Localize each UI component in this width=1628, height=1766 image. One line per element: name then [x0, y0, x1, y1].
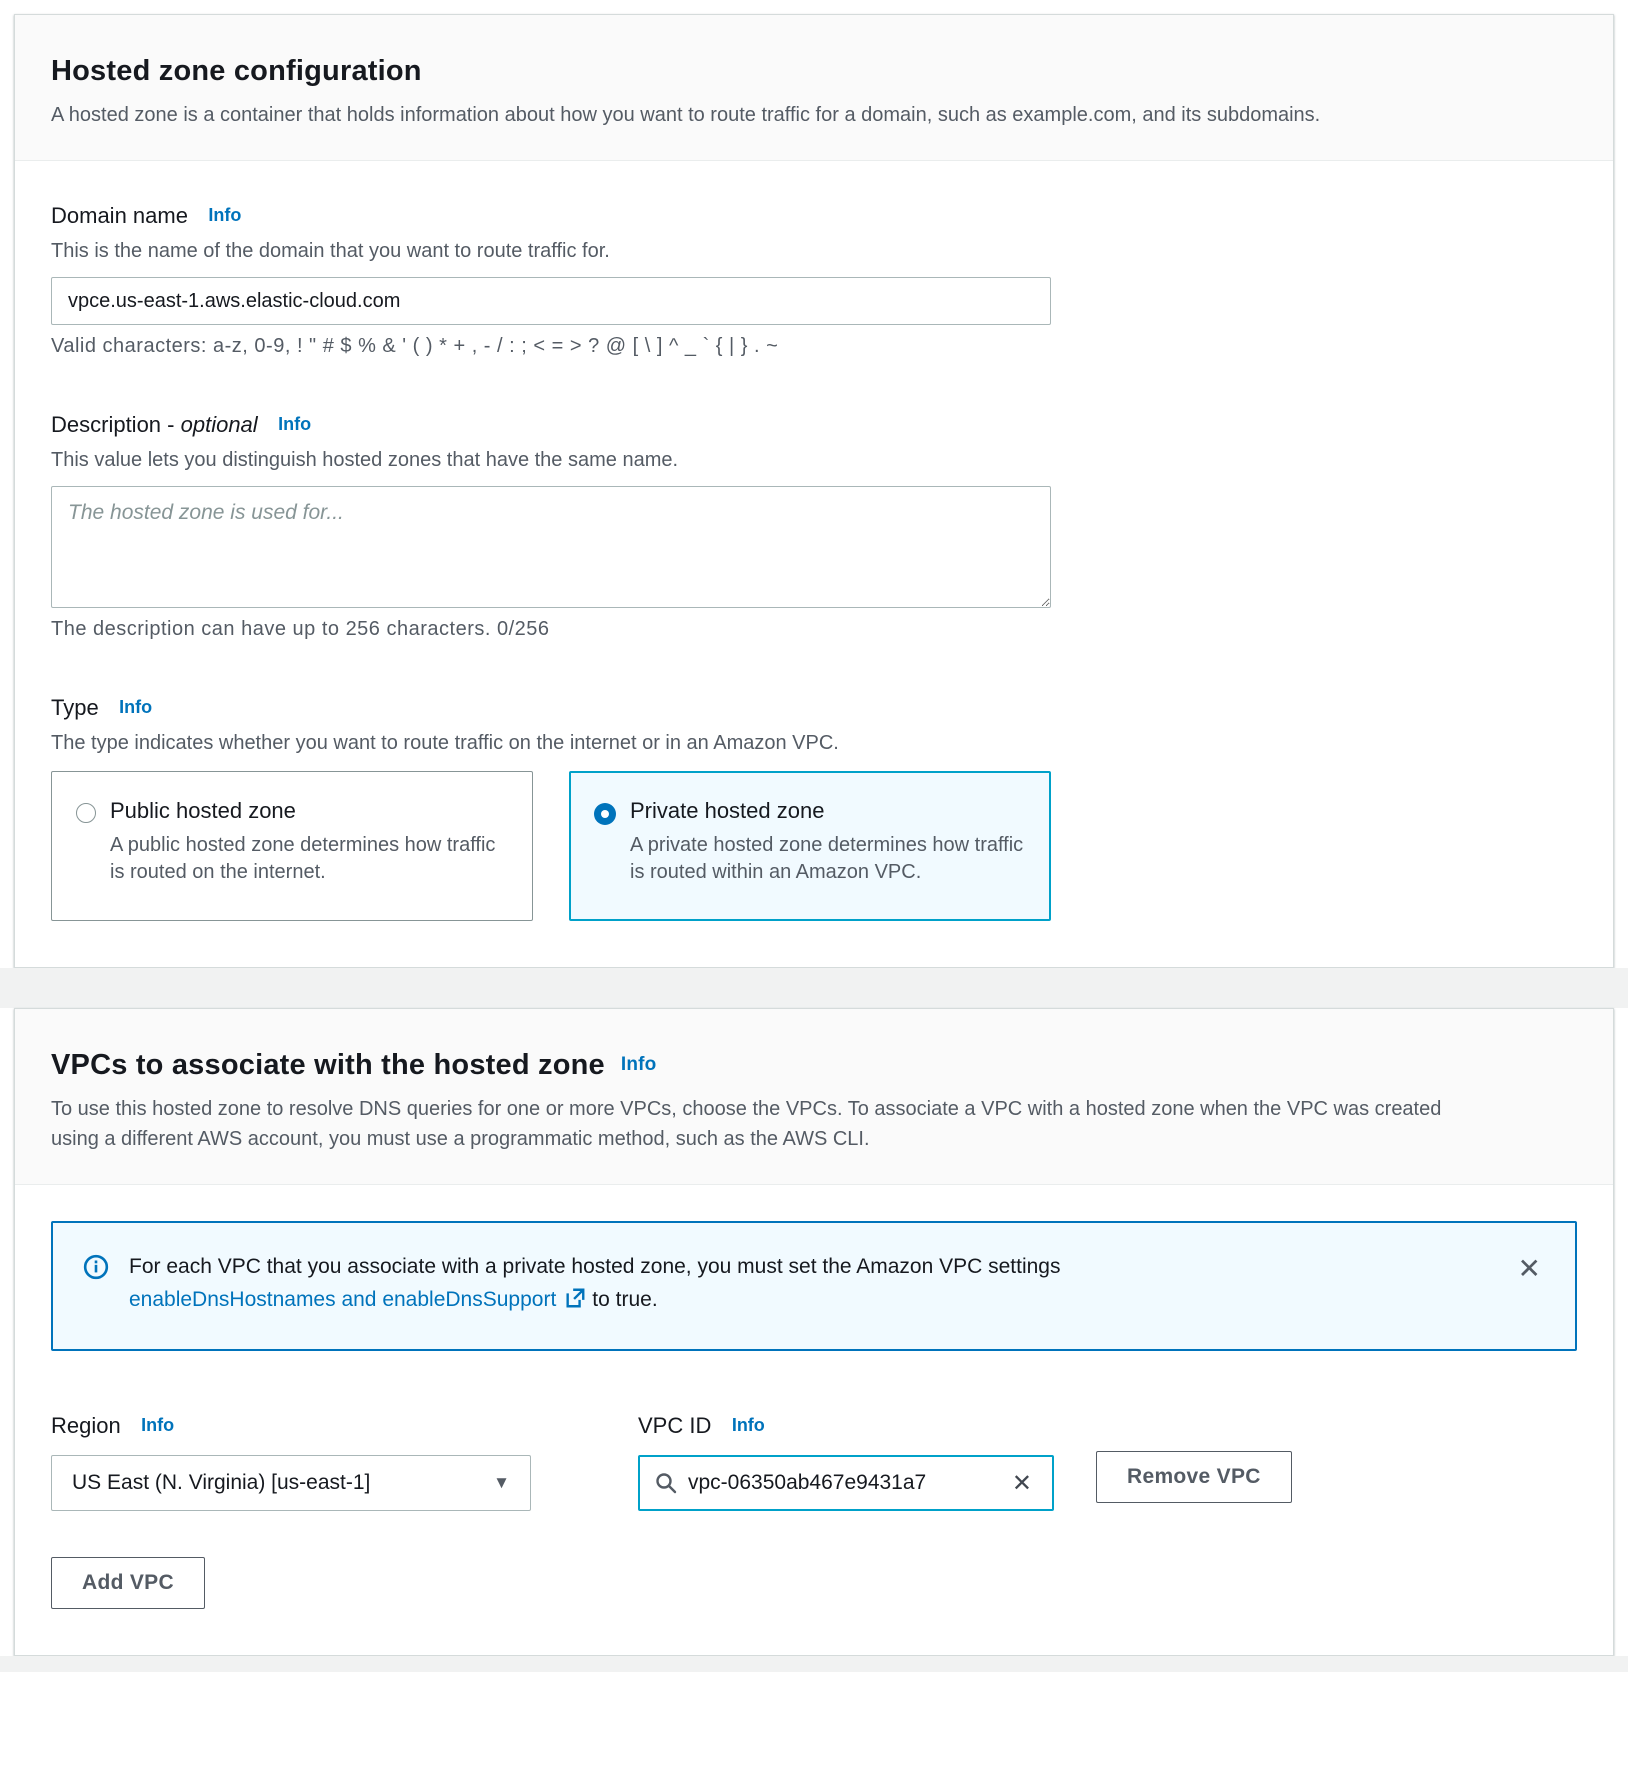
description-field: [51, 412, 1577, 641]
vpcs-body: [15, 1185, 1613, 1655]
section-title: VPCs to associate with the hosted zone Info: [51, 1049, 657, 1081]
radio-unchecked-icon[interactable]: [76, 803, 96, 823]
domain-name-description: This is the name of the domain that you want to route traffic for.: [51, 240, 610, 262]
description-info-link[interactable]: Info: [278, 414, 312, 434]
optional-label: optional: [180, 412, 258, 437]
remove-vpc-column: [1096, 1413, 1292, 1503]
vpc-id-column: [638, 1413, 1054, 1511]
vpc-id-search-box: [638, 1455, 1054, 1511]
type-options: [51, 771, 1577, 921]
type-label: Type: [51, 695, 99, 720]
remove-vpc-button[interactable]: Remove VPC: [1096, 1451, 1292, 1503]
clear-input-icon[interactable]: ✕: [1006, 1467, 1038, 1500]
enable-dns-link[interactable]: enableDnsHostnames and enableDnsSupport: [129, 1287, 557, 1311]
region-label: Region: [51, 1413, 121, 1439]
region-select[interactable]: [51, 1455, 531, 1511]
alert-line-1: For each VPC that you associate with a private hosted zone, you must set the Amazon VPC settings: [129, 1255, 1061, 1278]
close-icon[interactable]: ✕: [1510, 1251, 1549, 1287]
add-vpc-button[interactable]: Add VPC: [51, 1557, 205, 1609]
type-info-link[interactable]: Info: [119, 697, 153, 717]
vpcs-header: [15, 1009, 1613, 1185]
radio-checked-icon[interactable]: [594, 803, 616, 825]
region-info-link[interactable]: Info: [141, 1415, 175, 1436]
vpc-id-input[interactable]: [688, 1471, 1006, 1495]
alert-message: [129, 1251, 1486, 1319]
type-field: [51, 695, 1577, 921]
vpc-settings-alert: [51, 1221, 1577, 1351]
option-description: A public hosted zone determines how traffic is routed on the internet.: [110, 834, 496, 883]
search-icon: [654, 1471, 678, 1495]
domain-name-constraint: Valid characters: a-z, 0-9, ! " # $ % & ' ( ) * + , - / : ; < = > ? @ [ \ ] ^ _ ` { | } . ~: [51, 335, 779, 357]
option-title: Private hosted zone: [630, 798, 825, 823]
hosted-zone-configuration-card: [14, 14, 1614, 968]
description-field-description: This value lets you distinguish hosted zones that have the same name.: [51, 449, 679, 471]
domain-name-info-link[interactable]: Info: [208, 205, 242, 225]
chevron-down-icon: ▼: [493, 1473, 510, 1493]
domain-name-label: Domain name: [51, 203, 188, 228]
alert-line-2: enableDnsHostnames and enableDnsSupport to true.: [129, 1284, 1486, 1320]
domain-name-input[interactable]: [51, 277, 1051, 325]
description-label: Description - optional: [51, 412, 258, 437]
option-description: A private hosted zone determines how traffic is routed within an Amazon VPC.: [630, 834, 1024, 883]
region-column: [51, 1413, 531, 1511]
domain-name-field: [51, 203, 1577, 358]
region-selected-value: US East (N. Virginia) [us-east-1]: [72, 1471, 371, 1495]
description-textarea[interactable]: [51, 486, 1051, 608]
hosted-zone-configuration-body: [15, 161, 1613, 967]
vpc-id-label: VPC ID: [638, 1413, 712, 1439]
page-bottom-strip: [0, 1656, 1628, 1672]
external-link-icon[interactable]: [564, 1291, 586, 1314]
section-description: A hosted zone is a container that holds information about how you want to route traffic for a domain, such as example.com, and its subdomains.: [51, 104, 1321, 126]
section-title: Hosted zone configuration: [51, 55, 422, 87]
info-circle-icon: [83, 1254, 109, 1285]
description-hint: The description can have up to 256 characters. 0/256: [51, 618, 550, 640]
public-hosted-zone-option[interactable]: [51, 771, 533, 921]
private-hosted-zone-option[interactable]: [569, 771, 1051, 921]
vpc-association-row: [51, 1413, 1577, 1511]
vpc-id-info-link[interactable]: Info: [731, 1415, 765, 1436]
option-title: Public hosted zone: [110, 798, 296, 823]
type-description: The type indicates whether you want to route traffic on the internet or in an Amazon VPC.: [51, 732, 839, 754]
section-description: To use this hosted zone to resolve DNS queries for one or more VPCs, choose the VPCs. To associate a VPC with a hosted zone when the VPC was created using a different AWS account, you must use a programmatic method, such as the AWS CLI.: [51, 1098, 1442, 1150]
hosted-zone-configuration-header: [15, 15, 1613, 161]
vpcs-to-associate-card: [14, 1008, 1614, 1656]
section-gap: [0, 968, 1628, 1008]
vpcs-info-link[interactable]: Info: [620, 1054, 657, 1075]
